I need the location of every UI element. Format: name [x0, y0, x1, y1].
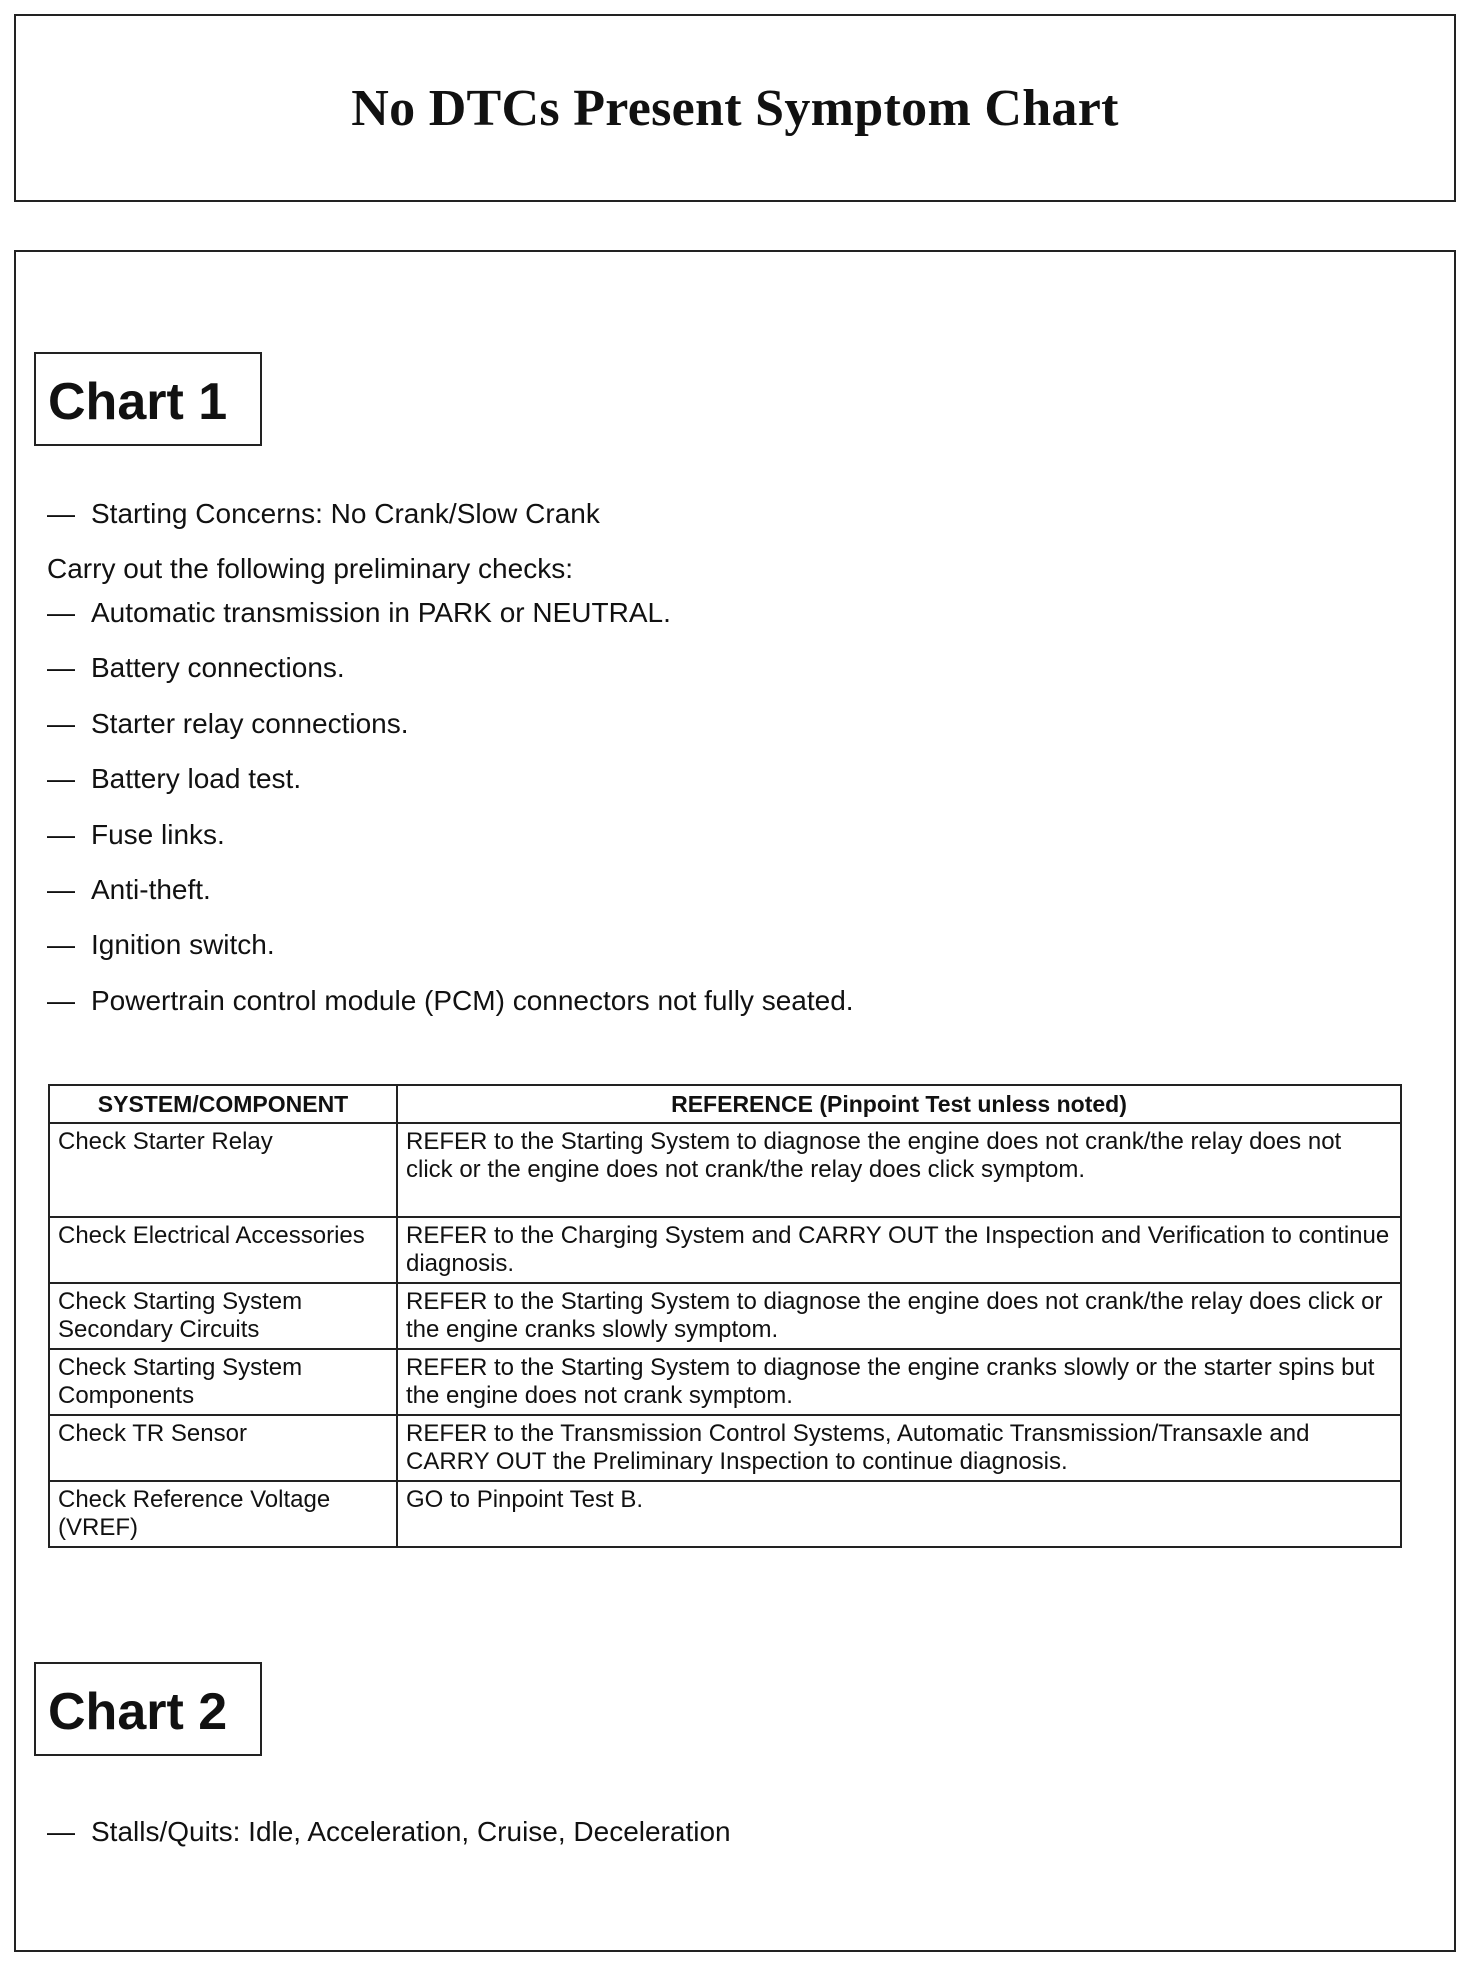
- content-box: [14, 250, 1456, 1952]
- check-item: — Powertrain control module (PCM) connectors not fully seated.: [47, 985, 854, 1016]
- page-title: No DTCs Present Symptom Chart: [351, 79, 1119, 137]
- table-header-row: [49, 1085, 1401, 1123]
- chart-2-heading: Chart 2: [34, 1662, 262, 1756]
- symptom-table: [48, 1084, 1402, 1548]
- reference-cell: REFER to the Transmission Control Systems, Automatic Transmission/Transaxle and CARRY OUT the Preliminary Inspection to continue diagnosis.: [397, 1415, 1401, 1481]
- column-header-system-component: SYSTEM/COMPONENT: [49, 1085, 397, 1123]
- check-item: — Automatic transmission in PARK or NEUTRAL.: [47, 597, 671, 628]
- check-item: — Anti-theft.: [47, 874, 211, 905]
- check-item: — Fuse links.: [47, 819, 225, 850]
- table-row: [49, 1415, 1401, 1481]
- column-header-reference: REFERENCE (Pinpoint Test unless noted): [397, 1085, 1401, 1123]
- table-row: [49, 1481, 1401, 1547]
- reference-cell: REFER to the Starting System to diagnose the engine does not crank/the relay does not click or the engine does not crank/the relay does click symptom.: [397, 1123, 1401, 1217]
- reference-cell: GO to Pinpoint Test B.: [397, 1481, 1401, 1547]
- table-row: [49, 1123, 1401, 1217]
- table-row: [49, 1349, 1401, 1415]
- reference-cell: REFER to the Starting System to diagnose the engine does not crank/the relay does click or the engine cranks slowly symptom.: [397, 1283, 1401, 1349]
- component-cell: Check Starter Relay: [49, 1123, 397, 1217]
- table-row: [49, 1283, 1401, 1349]
- component-cell: Check Reference Voltage (VREF): [49, 1481, 397, 1547]
- component-cell: Check Starting System Components: [49, 1349, 397, 1415]
- check-item: — Starter relay connections.: [47, 708, 409, 739]
- check-item: — Battery load test.: [47, 763, 302, 794]
- chart-2-concern: — Stalls/Quits: Idle, Acceleration, Cruise, Deceleration: [47, 1816, 731, 1847]
- chart-1-concern: — Starting Concerns: No Crank/Slow Crank: [47, 498, 600, 529]
- title-box: [14, 14, 1456, 202]
- check-item: — Ignition switch.: [47, 929, 275, 960]
- reference-cell: REFER to the Charging System and CARRY OUT the Inspection and Verification to continue diagnosis.: [397, 1217, 1401, 1283]
- reference-cell: REFER to the Starting System to diagnose the engine cranks slowly or the starter spins but the engine does not crank symptom.: [397, 1349, 1401, 1415]
- chart-1-intro: Carry out the following preliminary checks:: [47, 553, 573, 584]
- component-cell: Check Electrical Accessories: [49, 1217, 397, 1283]
- component-cell: Check Starting System Secondary Circuits: [49, 1283, 397, 1349]
- dash: —: [47, 498, 75, 529]
- check-item: — Battery connections.: [47, 652, 345, 683]
- component-cell: Check TR Sensor: [49, 1415, 397, 1481]
- table-row: [49, 1217, 1401, 1283]
- chart-1-heading: Chart 1: [34, 352, 262, 446]
